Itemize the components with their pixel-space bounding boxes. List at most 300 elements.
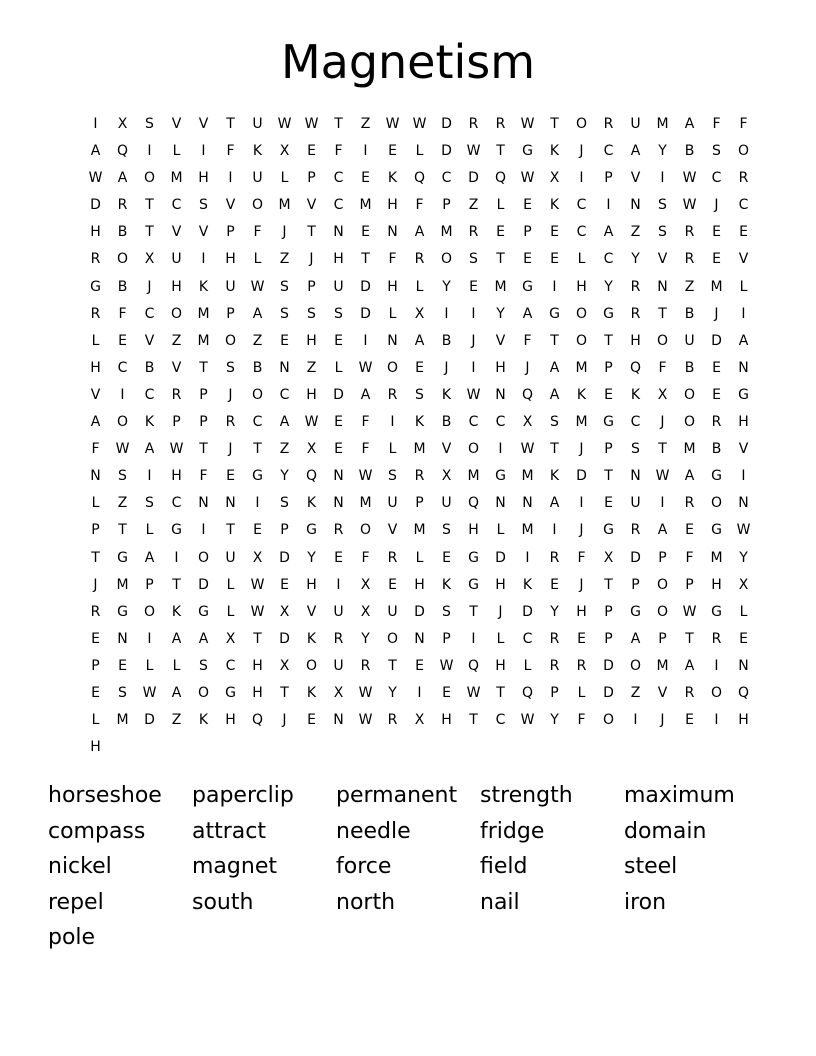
grid-letter: T <box>496 251 505 268</box>
grid-letter: I <box>579 170 584 187</box>
grid-letter: X <box>603 549 614 566</box>
grid-letter: O <box>305 657 318 674</box>
grid-letter: T <box>685 630 694 647</box>
grid-letter: L <box>91 712 100 729</box>
grid-letter: C <box>603 143 614 160</box>
grid-letter: M <box>521 468 534 485</box>
grid-letter: L <box>739 603 748 620</box>
grid-letter: B <box>117 224 128 241</box>
grid-letter: X <box>441 468 452 485</box>
grid-letter: V <box>171 359 182 376</box>
grid-letter: I <box>201 143 206 160</box>
word-list-item: permanent <box>336 783 458 808</box>
grid-letter: N <box>279 359 290 376</box>
grid-letter: A <box>684 468 695 485</box>
word-list-item: attract <box>192 818 266 844</box>
grid-letter: U <box>252 116 263 132</box>
grid-letter: H <box>252 657 263 674</box>
grid-letter: D <box>522 603 533 620</box>
grid-letter: I <box>336 576 341 593</box>
grid-letter: C <box>252 414 263 431</box>
grid-letter: M <box>710 278 723 295</box>
grid-letter: L <box>253 251 262 268</box>
grid-letter: L <box>280 170 289 187</box>
grid-letter: R <box>684 495 695 512</box>
grid-letter: V <box>657 251 668 268</box>
grid-letter: R <box>225 414 236 431</box>
grid-letter: G <box>468 549 479 566</box>
grid-letter: W <box>250 278 265 295</box>
grid-letter: T <box>361 251 370 268</box>
grid-letter: S <box>712 143 721 160</box>
grid-letter: W <box>358 359 373 376</box>
grid-letter: O <box>629 657 642 674</box>
grid-letter: G <box>306 522 317 539</box>
word-list-item: strength <box>480 783 573 808</box>
grid-letter: C <box>171 197 182 214</box>
grid-letter: N <box>495 495 506 512</box>
grid-letter: X <box>657 386 668 403</box>
grid-letter: J <box>525 359 530 376</box>
grid-letter: P <box>172 414 181 431</box>
grid-letter: H <box>495 657 506 674</box>
grid-letter: F <box>685 549 694 566</box>
grid-letter: L <box>145 522 154 539</box>
grid-letter: L <box>577 684 586 701</box>
grid-letter: L <box>145 657 154 674</box>
grid-letter: D <box>441 116 452 132</box>
word-list-item: horseshoe <box>48 783 162 808</box>
grid-letter: E <box>226 468 235 485</box>
grid-letter: D <box>495 549 506 566</box>
grid-letter: E <box>388 143 397 160</box>
grid-letter: C <box>117 359 128 376</box>
grid-letter: T <box>145 197 154 214</box>
grid-letter: O <box>602 712 615 729</box>
grid-letter: P <box>658 549 667 566</box>
grid-letter: J <box>147 278 152 295</box>
grid-letter: M <box>683 441 696 458</box>
grid-letter: H <box>495 359 506 376</box>
grid-letter: B <box>252 359 263 376</box>
grid-letter: O <box>143 603 156 620</box>
grid-letter: W <box>466 386 481 403</box>
grid-letter: O <box>143 170 156 187</box>
grid-letter: E <box>307 143 316 160</box>
grid-letter: W <box>115 441 130 458</box>
grid-letter: J <box>579 576 584 593</box>
grid-letter: T <box>118 522 127 539</box>
grid-letter: D <box>144 712 155 729</box>
grid-letter: C <box>333 170 344 187</box>
grid-letter: I <box>255 495 260 512</box>
grid-letter: G <box>495 468 506 485</box>
word-list-item: fridge <box>480 818 545 844</box>
grid-letter: A <box>144 441 155 458</box>
grid-letter: A <box>549 386 560 403</box>
grid-letter: Q <box>467 657 480 674</box>
word-list-item: iron <box>624 889 667 915</box>
grid-letter: E <box>388 576 397 593</box>
grid-letter: A <box>414 224 425 241</box>
grid-letter: S <box>280 305 289 322</box>
grid-letter: K <box>549 197 560 214</box>
grid-letter: M <box>116 712 129 729</box>
grid-letter: A <box>360 386 371 403</box>
grid-letter: J <box>309 251 314 268</box>
grid-letter: J <box>579 522 584 539</box>
grid-letter: P <box>145 576 154 593</box>
grid-letter: Q <box>521 386 534 403</box>
grid-letter: D <box>279 549 290 566</box>
grid-letter: P <box>226 224 235 241</box>
grid-letter: H <box>711 576 722 593</box>
grid-letter: Q <box>467 495 480 512</box>
grid-letter: O <box>386 359 399 376</box>
grid-letter: Z <box>360 116 371 132</box>
grid-letter: E <box>604 495 613 512</box>
grid-letter: O <box>683 386 696 403</box>
grid-letter: S <box>469 251 478 268</box>
grid-letter: L <box>91 495 100 512</box>
grid-letter: J <box>228 386 233 403</box>
grid-letter: E <box>685 712 694 729</box>
grid-letter: O <box>197 684 210 701</box>
grid-letter: W <box>412 116 427 132</box>
grid-letter: T <box>253 630 262 647</box>
grid-letter: L <box>415 549 424 566</box>
grid-letter: H <box>198 170 209 187</box>
grid-letter: K <box>198 712 209 729</box>
grid-letter: I <box>201 251 206 268</box>
grid-letter: I <box>471 630 476 647</box>
grid-letter: N <box>630 197 641 214</box>
grid-letter: S <box>415 386 424 403</box>
grid-letter: C <box>144 386 155 403</box>
grid-letter: Z <box>468 197 479 214</box>
grid-letter: C <box>738 197 749 214</box>
grid-letter: H <box>495 576 506 593</box>
grid-letter: W <box>304 414 319 431</box>
grid-letter: D <box>468 170 479 187</box>
grid-letter: I <box>471 359 476 376</box>
grid-letter: Z <box>279 251 290 268</box>
grid-letter: P <box>307 278 316 295</box>
grid-letter: R <box>684 684 695 701</box>
grid-letter: K <box>549 468 560 485</box>
grid-letter: A <box>117 170 128 187</box>
grid-letter: G <box>711 468 722 485</box>
grid-letter: O <box>386 630 399 647</box>
grid-letter: K <box>387 170 398 187</box>
grid-letter: D <box>198 576 209 593</box>
grid-letter: N <box>738 495 749 512</box>
grid-letter: E <box>334 441 343 458</box>
grid-letter: P <box>415 495 424 512</box>
grid-letter: X <box>360 603 371 620</box>
grid-letter: S <box>199 657 208 674</box>
grid-letter: I <box>147 468 152 485</box>
grid-letter: U <box>252 170 263 187</box>
grid-letter: S <box>442 522 451 539</box>
grid-letter: G <box>549 305 560 322</box>
grid-letter: F <box>577 549 586 566</box>
grid-letter: Y <box>604 278 613 295</box>
grid-letter: C <box>522 630 533 647</box>
grid-letter: O <box>224 332 237 349</box>
grid-letter: E <box>442 549 451 566</box>
grid-letter: M <box>170 170 183 187</box>
grid-letter: D <box>360 305 371 322</box>
grid-letter: S <box>658 224 667 241</box>
grid-letter: T <box>604 332 613 349</box>
grid-letter: P <box>658 630 667 647</box>
grid-letter: Y <box>388 684 397 701</box>
grid-letter: P <box>550 684 559 701</box>
grid-letter: I <box>147 630 152 647</box>
grid-letter: U <box>387 603 398 620</box>
grid-letter: R <box>90 603 101 620</box>
grid-letter: N <box>117 630 128 647</box>
grid-letter: H <box>90 224 101 241</box>
grid-letter: P <box>631 576 640 593</box>
grid-letter: G <box>603 522 614 539</box>
grid-letter: K <box>549 143 560 160</box>
word-list-item: north <box>336 889 396 915</box>
grid-letter: L <box>172 143 181 160</box>
grid-letter: S <box>199 197 208 214</box>
grid-letter: M <box>440 224 453 241</box>
grid-letter: E <box>739 630 748 647</box>
grid-letter: V <box>198 116 209 132</box>
grid-letter: I <box>444 305 449 322</box>
grid-letter: S <box>388 468 397 485</box>
grid-letter: H <box>225 251 236 268</box>
grid-letter: I <box>606 197 611 214</box>
grid-letter: U <box>630 116 641 132</box>
grid-letter: A <box>630 630 641 647</box>
grid-letter: S <box>442 603 451 620</box>
grid-letter: L <box>388 441 397 458</box>
grid-letter: H <box>630 332 641 349</box>
grid-letter: S <box>118 684 127 701</box>
grid-letter: Y <box>739 549 748 566</box>
grid-letter: P <box>604 603 613 620</box>
grid-letter: L <box>496 630 505 647</box>
grid-letter: W <box>520 441 535 458</box>
grid-letter: S <box>145 495 154 512</box>
grid-letter: M <box>656 116 669 132</box>
grid-letter: V <box>630 170 641 187</box>
grid-letter: Z <box>117 495 128 512</box>
grid-letter: C <box>576 197 587 214</box>
grid-letter: I <box>633 712 638 729</box>
grid-letter: E <box>550 576 559 593</box>
grid-letter: J <box>660 712 665 729</box>
grid-letter: D <box>576 468 587 485</box>
grid-letter: E <box>577 630 586 647</box>
grid-letter: T <box>226 116 235 132</box>
grid-letter: Y <box>442 278 451 295</box>
grid-letter: T <box>658 441 667 458</box>
grid-letter: O <box>710 684 723 701</box>
grid-letter: B <box>441 332 452 349</box>
grid-letter: G <box>603 414 614 431</box>
grid-letter: X <box>252 549 263 566</box>
grid-letter: W <box>358 684 373 701</box>
grid-letter: L <box>496 522 505 539</box>
grid-letter: I <box>660 170 665 187</box>
grid-letter: W <box>304 116 319 132</box>
grid-letter: T <box>280 684 289 701</box>
grid-letter: Z <box>171 712 182 729</box>
grid-letter: H <box>576 603 587 620</box>
grid-letter: X <box>279 657 290 674</box>
grid-letter: J <box>282 712 287 729</box>
grid-letter: R <box>387 712 398 729</box>
grid-letter: K <box>306 495 317 512</box>
grid-letter: E <box>361 224 370 241</box>
grid-letter: G <box>738 386 749 403</box>
word-list-item: field <box>480 854 528 880</box>
grid-letter: T <box>469 603 478 620</box>
grid-letter: S <box>145 116 154 132</box>
grid-letter: N <box>495 386 506 403</box>
grid-letter: G <box>468 576 479 593</box>
grid-letter: L <box>388 305 397 322</box>
grid-letter: Q <box>116 143 129 160</box>
grid-letter: I <box>552 278 557 295</box>
grid-letter: H <box>738 712 749 729</box>
grid-letter: X <box>144 251 155 268</box>
grid-letter: V <box>198 224 209 241</box>
grid-letter: I <box>228 170 233 187</box>
grid-letter: F <box>253 224 262 241</box>
grid-letter: R <box>684 224 695 241</box>
grid-letter: X <box>306 441 317 458</box>
grid-letter: M <box>359 197 372 214</box>
grid-letter: X <box>279 143 290 160</box>
grid-letter: O <box>251 386 264 403</box>
grid-letter: K <box>171 603 182 620</box>
grid-letter: C <box>144 305 155 322</box>
grid-letter: Y <box>361 630 370 647</box>
grid-letter: G <box>198 603 209 620</box>
grid-letter: R <box>630 522 641 539</box>
grid-letter: R <box>360 657 371 674</box>
grid-letter: T <box>658 305 667 322</box>
grid-letter: U <box>333 603 344 620</box>
grid-letter: P <box>604 170 613 187</box>
word-list-item: steel <box>624 854 678 880</box>
grid-letter: Q <box>629 359 642 376</box>
grid-letter: P <box>685 576 694 593</box>
grid-letter: E <box>334 549 343 566</box>
grid-letter: F <box>226 143 235 160</box>
grid-letter: I <box>660 495 665 512</box>
grid-letter: N <box>522 495 533 512</box>
word-list-item: nail <box>480 889 520 915</box>
grid-letter: T <box>604 576 613 593</box>
grid-letter: B <box>684 143 695 160</box>
grid-letter: N <box>198 495 209 512</box>
grid-letter: W <box>466 143 481 160</box>
grid-letter: A <box>279 414 290 431</box>
grid-letter: L <box>739 278 748 295</box>
grid-letter: M <box>575 359 588 376</box>
grid-letter: H <box>225 712 236 729</box>
grid-letter: U <box>171 251 182 268</box>
grid-letter: I <box>741 468 746 485</box>
grid-letter: E <box>334 332 343 349</box>
grid-letter: R <box>468 116 479 132</box>
word-list-item: domain <box>624 818 707 844</box>
grid-letter: E <box>442 684 451 701</box>
grid-letter: E <box>91 684 100 701</box>
grid-letter: B <box>144 359 155 376</box>
grid-letter: W <box>358 468 373 485</box>
grid-letter: F <box>577 712 586 729</box>
grid-letter: F <box>199 468 208 485</box>
grid-letter: R <box>414 251 425 268</box>
grid-letter: J <box>714 197 719 214</box>
grid-letter: I <box>174 549 179 566</box>
grid-letter: T <box>199 441 208 458</box>
grid-letter: R <box>549 549 560 566</box>
grid-letter: T <box>550 441 559 458</box>
grid-letter: H <box>90 359 101 376</box>
grid-letter: I <box>363 143 368 160</box>
grid-letter: Q <box>494 170 507 187</box>
grid-letter: K <box>252 143 263 160</box>
grid-letter: R <box>576 657 587 674</box>
grid-letter: F <box>334 143 343 160</box>
grid-letter: T <box>388 657 397 674</box>
grid-letter: B <box>684 359 695 376</box>
grid-letter: T <box>145 224 154 241</box>
grid-letter: E <box>91 630 100 647</box>
grid-letter: V <box>306 197 317 214</box>
grid-letter: O <box>683 414 696 431</box>
grid-letter: F <box>118 305 127 322</box>
grid-letter: A <box>90 414 101 431</box>
grid-letter: T <box>172 576 181 593</box>
grid-letter: L <box>577 251 586 268</box>
grid-letter: A <box>657 522 668 539</box>
grid-letter: K <box>441 576 452 593</box>
grid-letter: C <box>576 224 587 241</box>
grid-letter: K <box>576 386 587 403</box>
grid-letter: M <box>575 414 588 431</box>
grid-letter: G <box>711 522 722 539</box>
grid-letter: R <box>333 630 344 647</box>
grid-letter: H <box>90 739 101 756</box>
grid-letter: O <box>251 197 264 214</box>
grid-letter: N <box>333 224 344 241</box>
word-list-item: force <box>336 854 392 880</box>
grid-letter: O <box>575 116 588 132</box>
grid-letter: K <box>306 684 317 701</box>
grid-letter: K <box>306 630 317 647</box>
grid-letter: X <box>279 603 290 620</box>
grid-letter: Q <box>251 712 264 729</box>
grid-letter: T <box>253 441 262 458</box>
grid-letter: P <box>442 197 451 214</box>
grid-letter: E <box>685 522 694 539</box>
grid-letter: U <box>333 278 344 295</box>
grid-letter: M <box>413 441 426 458</box>
word-list-item: compass <box>48 818 146 844</box>
